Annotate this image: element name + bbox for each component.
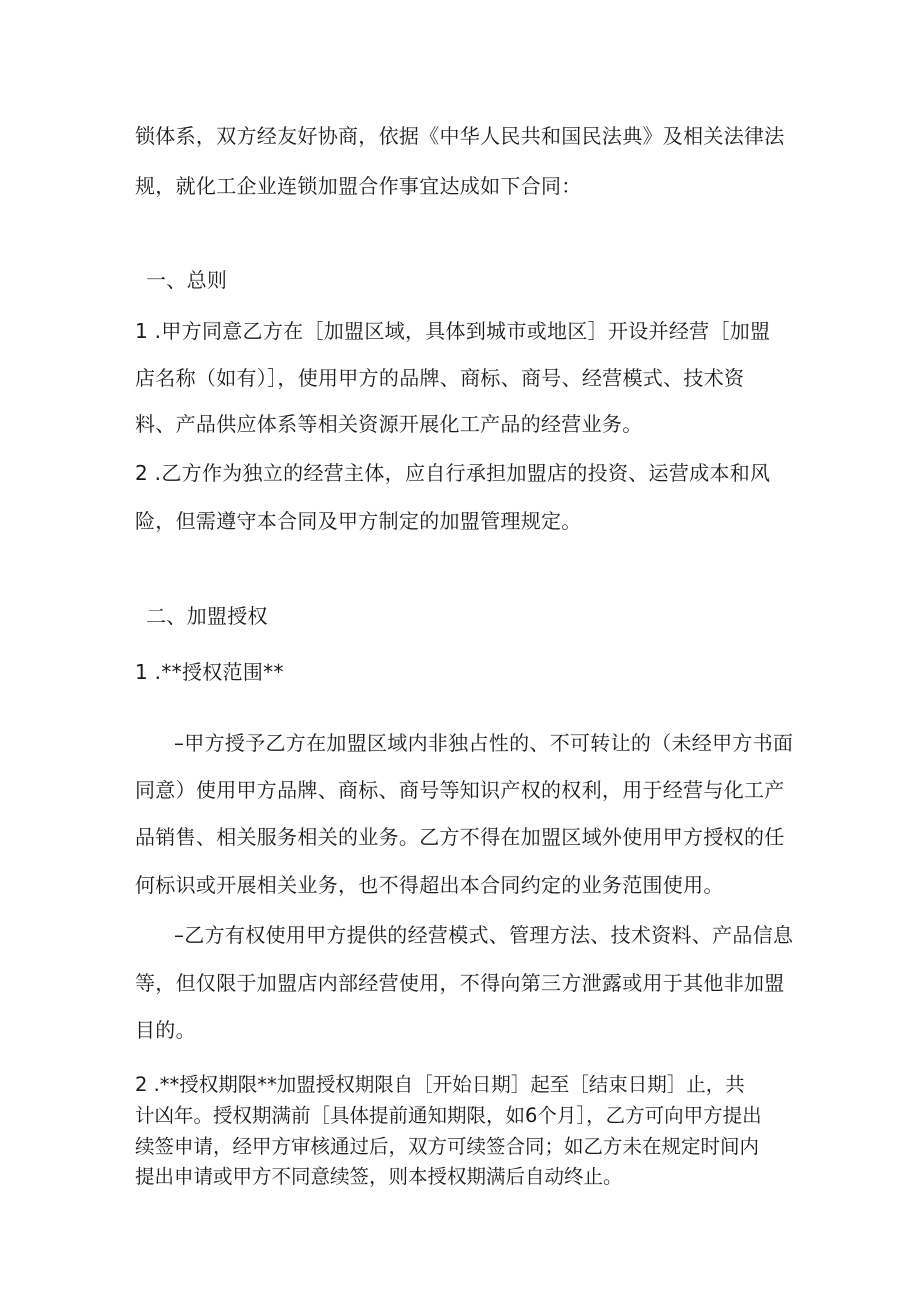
section-2-item-1-para-2-line-1: –乙方有权使用甲方提供的经营模式、管理方法、技术资料、产品信息 [174, 923, 794, 947]
section-2-item-1-para-1-line-1: –甲方授予乙方在加盟区域内非独占性的、不可转让的（未经甲方书面 [174, 731, 794, 755]
section-1-heading: 一、总则 [146, 268, 228, 292]
section-2-item-1-para-2-line-3: 目的。 [135, 1018, 196, 1042]
intro-line-2: 规，就化工企业连锁加盟合作事宜达成如下合同： [135, 174, 582, 198]
section-2-item-2-line-4: 提出申请或甲方不同意续签，则本授权期满后自动终止。 [135, 1165, 623, 1188]
section-1-item-1-line-2: 店名称（如有）］，使用甲方的品牌、商标、商号、经营模式、技术资 [135, 366, 745, 390]
section-2-heading: 二、加盟授权 [146, 604, 268, 628]
section-2-item-1-para-2-line-2: 等，但仅限于加盟店内部经营使用，不得向第三方泄露或用于其他非加盟 [135, 971, 785, 995]
section-2-item-2-line-2: 计凶年。授权期满前［具体提前通知期限，如6个月］，乙方可向甲方提出 [135, 1104, 762, 1127]
section-2-item-1-title: 1 .**授权范围** [135, 660, 284, 684]
section-1-item-1-line-1: 1 .甲方同意乙方在［加盟区域，具体到城市或地区］开设并经营［加盟 [135, 319, 771, 343]
section-1-item-1-line-3: 料、产品供应体系等相关资源开展化工产品的经营业务。 [135, 412, 643, 436]
section-2-item-1-para-1-line-3: 品销售、相关服务相关的业务。乙方不得在加盟区域外使用甲方授权的任 [135, 825, 785, 849]
section-2-item-2-line-3: 续签申请，经甲方审核通过后，双方可续签合同；如乙方未在规定时间内 [135, 1135, 760, 1158]
section-2-item-2-line-1: 2 .**授权期限**加盟授权期限自［开始日期］起至［结束日期］止，共 [135, 1073, 745, 1096]
section-1-item-2-line-2: 险，但需遵守本合同及甲方制定的加盟管理规定。 [135, 509, 582, 533]
section-2-item-1-para-1-line-2: 同意）使用甲方品牌、商标、商号等知识产权的权利，用于经营与化工产 [135, 778, 785, 802]
section-2-item-1-para-1-line-4: 何标识或开展相关业务，也不得超出本合同约定的业务范围使用。 [135, 873, 724, 897]
intro-line-1: 锁体系，双方经友好协商，依据《中华人民共和国民法典》及相关法律法 [135, 124, 785, 148]
section-1-item-2-line-1: 2 .乙方作为独立的经营主体，应自行承担加盟店的投资、运营成本和风 [135, 461, 771, 485]
